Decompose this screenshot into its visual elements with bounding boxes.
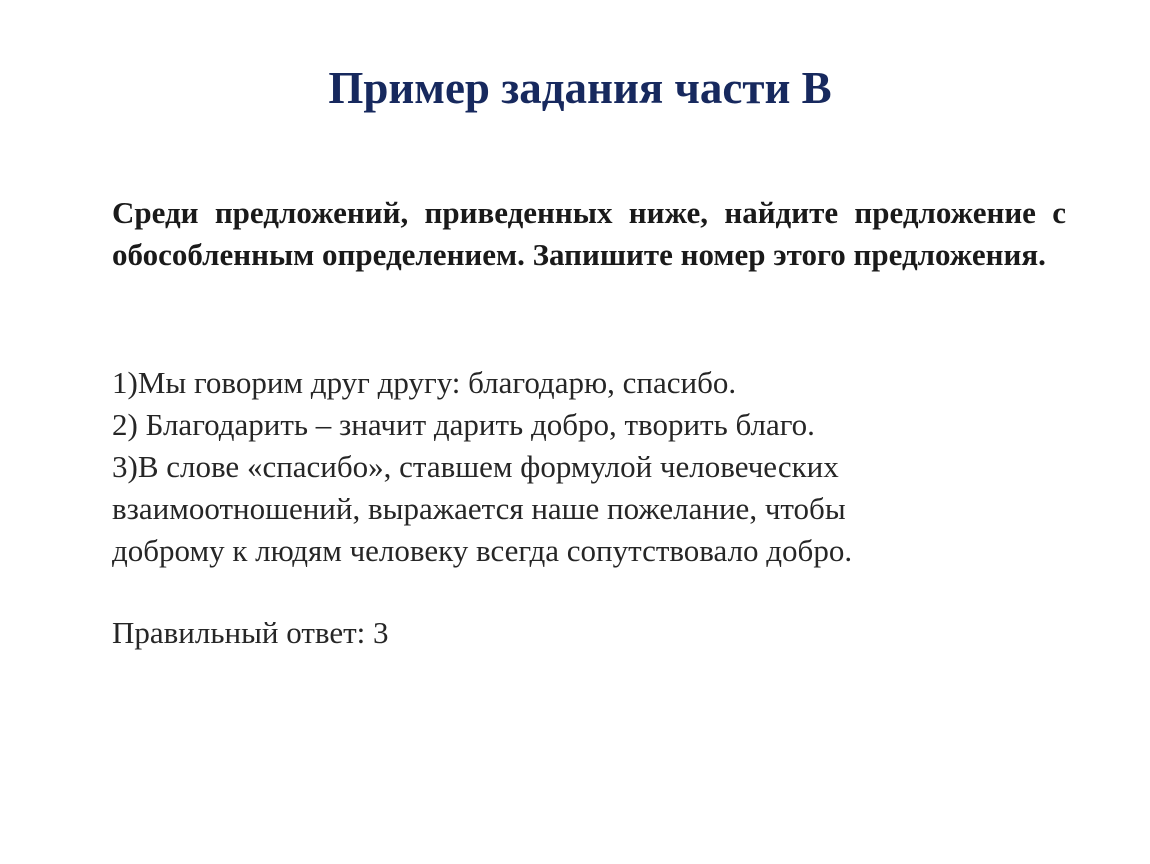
correct-answer: Правильный ответ: 3 <box>112 615 389 650</box>
task-instruction: Среди предложений, приведенных ниже, найдите предложение с обособленным определением. Запишите номер этого предложения. <box>112 195 1066 272</box>
sentence-line: 3)В слове «спасибо», ставшем формулой человеческих <box>112 449 839 484</box>
sentence-line: 2) Благодарить – значит дарить добро, творить благо. <box>112 407 815 442</box>
sentence-line: взаимоотношений, выражается наше пожелание, чтобы <box>112 491 846 526</box>
slide-title: Пример задания части В <box>328 63 832 113</box>
sentence-line: 1)Мы говорим друг другу: благодарю, спасибо. <box>112 365 737 400</box>
sentence-list <box>112 362 1072 572</box>
sentence-line: доброму к людям человеку всегда сопутствовало добро. <box>112 533 853 568</box>
